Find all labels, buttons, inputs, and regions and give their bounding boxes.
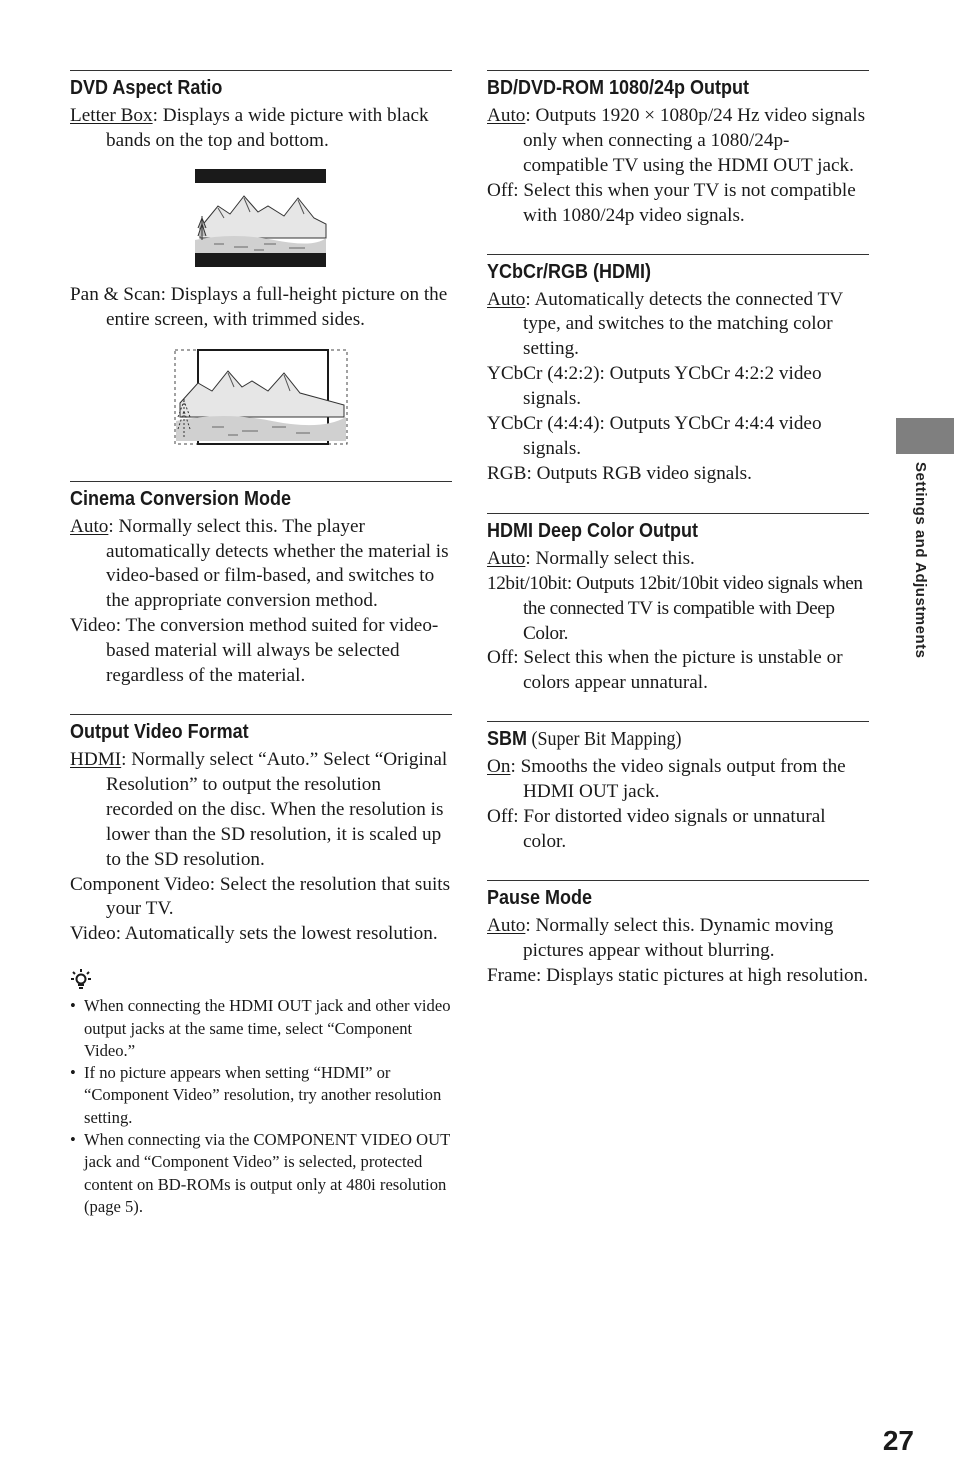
option-description: : Normally select this. [525,547,695,569]
ycbcr-rgb-hdmi-section [487,254,869,513]
component-video-option: Component Video: Select the resolution that suits your TV. [70,873,451,920]
video-option: Video: Automatically sets the lowest resolution. [70,923,438,945]
default-option-label: Auto [487,105,526,126]
12bit-10bit-option: 12bit/10bit: Outputs 12bit/10bit video signals when the connected TV is compatible with Deep Color. [487,572,863,644]
tip-item [70,1129,452,1218]
tip-text: When connecting via the COMPONENT VIDEO OUT jack and “Component Video” is selected, protected content on BD-ROMs is output only at 480i resolution (page 5). [84,1130,450,1216]
bullet: • [70,1063,76,1083]
auto-option [487,914,869,964]
auto-option [487,547,869,572]
tip-item [70,1062,452,1129]
default-option-label: Auto [70,515,109,537]
hdmi-option [70,748,452,873]
chapter-tab-marker [896,418,954,454]
tip-text: If no picture appears when setting “HDMI” or “Component Video” resolution, try another resolution setting. [84,1063,442,1127]
default-option-label: Auto [487,547,526,569]
left-column [70,70,452,1218]
default-option-label: On [487,756,511,778]
section-heading: Output Video Format [70,720,249,743]
sbm-section [487,721,869,880]
section-heading: Pause Mode [487,886,593,909]
option-description: : Normally select this. The player automatically detects whether the material is video-based or film-based, and switches to the appropriate conversion method. [106,515,449,612]
rgb-option: RGB: Outputs RGB video signals. [487,462,752,484]
letter-box-illustration [194,168,328,269]
section-heading: Cinema Conversion Mode [70,487,292,510]
default-option-label: Auto [487,288,526,310]
tip-item [70,995,452,1062]
right-column [487,70,869,989]
section-heading: BD/DVD-ROM 1080/24p Output [487,77,750,99]
cinema-conversion-mode-section [70,481,452,714]
lightbulb-hint-icon [70,967,452,991]
section-heading: YCbCr/RGB (HDMI) [487,260,651,283]
frame-option: Frame: Displays static pictures at high resolution. [487,964,869,986]
option-description: : Smooths the video signals output from the HDMI OUT jack. [510,756,846,803]
dvd-aspect-ratio-section [70,70,452,447]
auto-option [487,288,869,363]
bullet: • [70,996,76,1016]
ycbcr-444-option: YCbCr (4:4:4): Outputs YCbCr 4:4:4 video signals. [487,413,822,459]
option-description: : Outputs 1920 × 1080p/24 Hz video signals only when connecting a 1080/24p-compatible TV using the HDMI OUT jack. [523,105,866,176]
bullet: • [70,1130,76,1149]
video-option: Video: The conversion method suited for video-based material will always be selected regardless of the material. [70,615,439,687]
on-option [487,755,869,805]
page-number: 27 [882,1425,914,1456]
pause-mode-section [487,880,869,989]
off-option: Off: Select this when the picture is unstable or colors appear unnatural. [487,647,843,694]
pan-and-scan-illustration [172,347,350,447]
option-description: : Automatically detects the connected TV type, and switches to the matching color setting. [523,288,843,360]
ycbcr-422-option: YCbCr (4:2:2): Outputs YCbCr 4:2:2 video signals. [487,363,822,410]
tips-list [70,995,452,1218]
option-description: : Normally select “Auto.” Select “Original Resolution” to output the resolution recorded on the disc. When the resolution is lower than the SD resolution, it is scaled up to the SD resolution. [106,748,448,870]
output-video-format-section [70,714,452,947]
off-option: Off: Select this when your TV is not compatible with 1080/24p video signals. [487,179,856,226]
auto-option [70,515,452,615]
chapter-tab-label: Settings and Adjustments [912,462,929,659]
default-option-label: Letter Box [70,105,153,126]
option-description: : Normally select this. Dynamic moving pictures appear without blurring. [523,914,834,961]
bd-dvd-rom-1080-24p-output-section [487,70,869,254]
off-option: Off: For distorted video signals or unnatural color. [487,806,826,852]
hdmi-deep-color-output-section [487,513,869,721]
auto-option [487,104,869,179]
option-description: : Displays a wide picture with black bands on the top and bottom. [106,105,429,151]
heading-title: SBM [487,728,528,751]
default-option-label: Auto [487,914,526,936]
heading-subtitle: (Super Bit Mapping) [527,728,682,751]
pan-and-scan-option: Pan & Scan: Displays a full-height picture on the entire screen, with trimmed sides. [70,283,448,330]
section-heading [487,727,831,752]
letter-box-option [70,104,452,154]
section-heading: DVD Aspect Ratio [70,77,223,99]
tip-text: When connecting the HDMI OUT jack and other video output jacks at the same time, select “Component Video.” [84,996,451,1060]
section-heading: HDMI Deep Color Output [487,519,698,542]
default-option-label: HDMI [70,748,122,770]
